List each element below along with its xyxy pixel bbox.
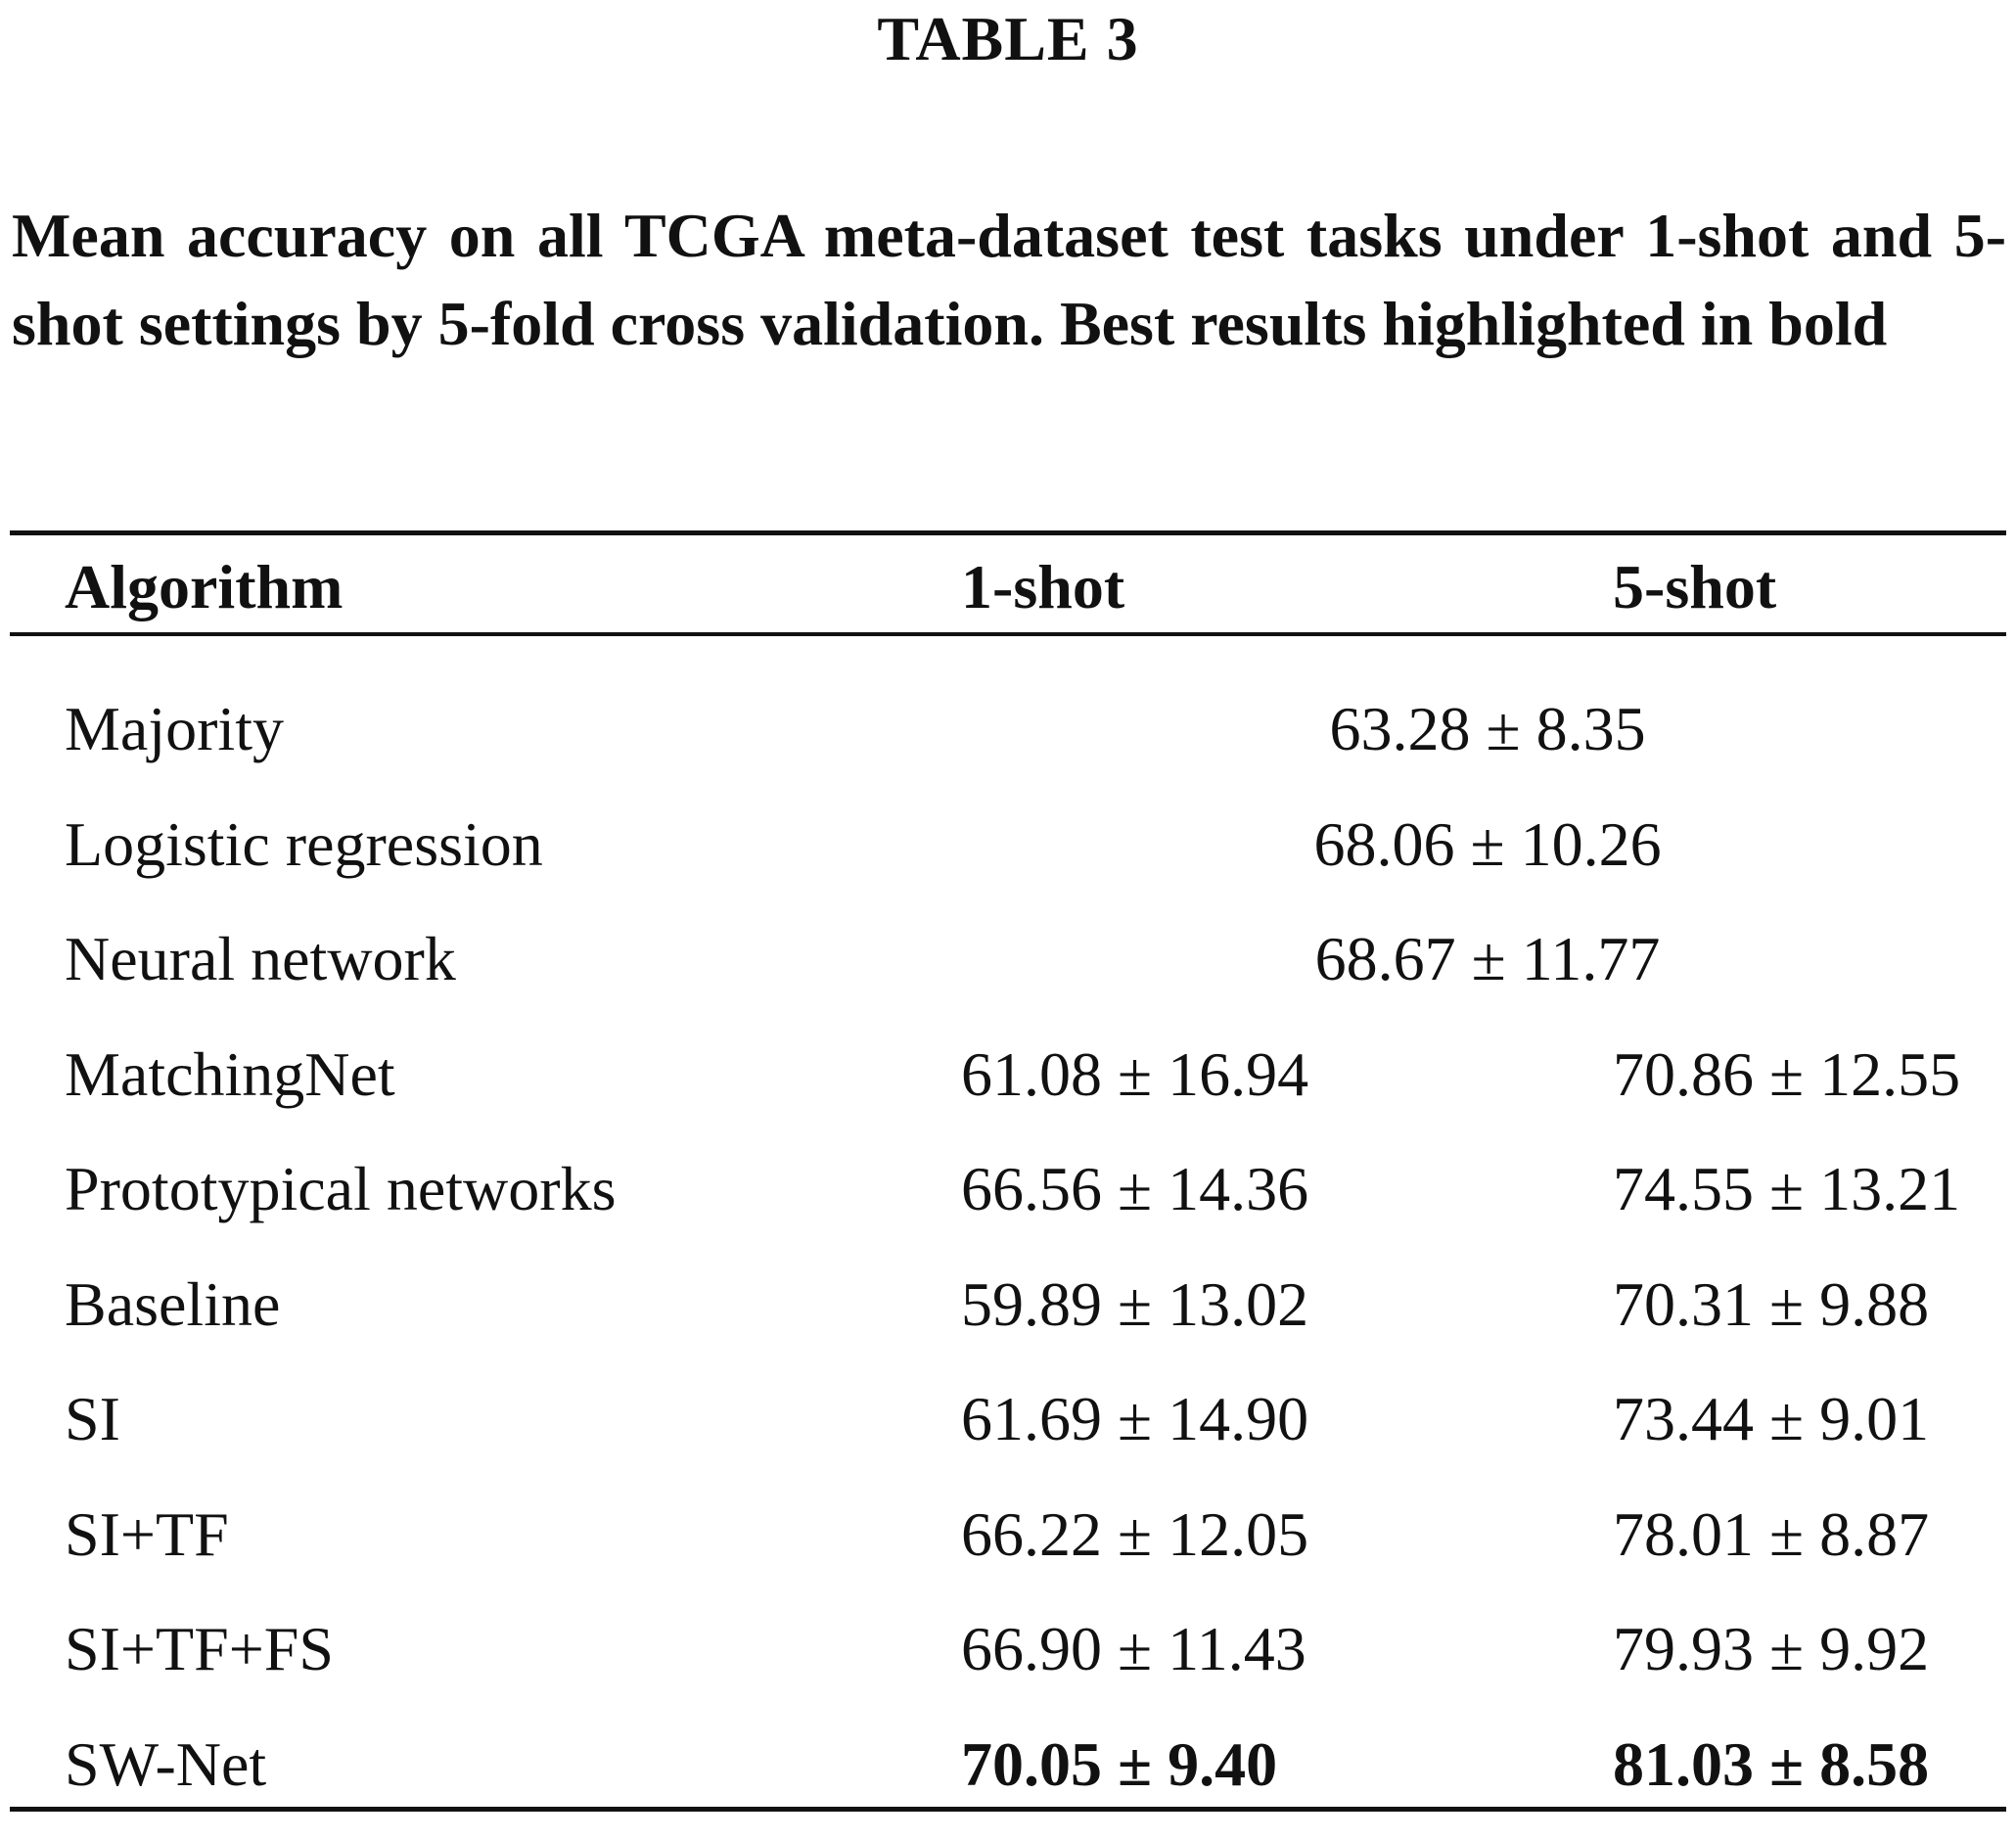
five-shot-accuracy-cell: 78.01 ± 8.87 [1613,1499,1930,1569]
one-shot-accuracy-cell: 66.22 ± 12.05 [961,1499,1309,1569]
table-row [0,1495,2016,1610]
header-algorithm: Algorithm [65,552,344,621]
algorithm-cell: Majority [65,694,284,763]
five-shot-accuracy-cell: 79.93 ± 9.92 [1613,1614,1930,1683]
algorithm-cell: SW-Net [65,1729,267,1799]
one-shot-accuracy-cell: 66.56 ± 14.36 [961,1154,1309,1223]
one-shot-accuracy-cell: 61.69 ± 14.90 [961,1384,1309,1453]
one-shot-accuracy-cell: 70.05 ± 9.40 [961,1729,1278,1799]
one-shot-accuracy-cell: 59.89 ± 13.02 [961,1269,1309,1339]
combined-accuracy-cell: 68.67 ± 11.77 [1314,924,1661,993]
bottom-rule [10,1807,2006,1812]
algorithm-cell: Neural network [65,924,456,993]
five-shot-accuracy-cell: 70.86 ± 12.55 [1613,1039,1961,1109]
table-row [0,690,2016,805]
algorithm-cell: SI [65,1384,120,1453]
table-row [0,805,2016,920]
algorithm-cell: MatchingNet [65,1039,395,1109]
algorithm-cell: Prototypical networks [65,1154,617,1223]
five-shot-accuracy-cell: 81.03 ± 8.58 [1613,1729,1930,1799]
table-row [0,1265,2016,1380]
algorithm-cell: SI+TF+FS [65,1614,334,1683]
table-row [0,1725,2016,1840]
five-shot-accuracy-cell: 73.44 ± 9.01 [1613,1384,1930,1453]
five-shot-accuracy-cell: 70.31 ± 9.88 [1613,1269,1930,1339]
table-caption: Mean accuracy on all TCGA meta-dataset test tasks under 1-shot and 5-shot settings by 5-fold cross validation. Best results highlighted in bold [12,201,2006,358]
header-5-shot: 5-shot [1613,552,1777,621]
table-row [0,1150,2016,1265]
table-row [0,1035,2016,1150]
top-rule [10,530,2006,535]
table-row [0,920,2016,1035]
combined-accuracy-cell: 68.06 ± 10.26 [1313,809,1662,879]
five-shot-accuracy-cell: 74.55 ± 13.21 [1613,1154,1961,1223]
combined-accuracy-cell: 63.28 ± 8.35 [1329,694,1646,763]
algorithm-cell: Baseline [65,1269,281,1339]
table-label: TABLE 3 [877,4,1139,73]
table-row [0,1610,2016,1725]
algorithm-cell: SI+TF [65,1499,229,1569]
one-shot-accuracy-cell: 61.08 ± 16.94 [961,1039,1309,1109]
header-rule [10,632,2006,636]
algorithm-cell: Logistic regression [65,809,543,879]
one-shot-accuracy-cell: 66.90 ± 11.43 [961,1614,1306,1683]
header-1-shot: 1-shot [961,552,1125,621]
table-row [0,1380,2016,1495]
